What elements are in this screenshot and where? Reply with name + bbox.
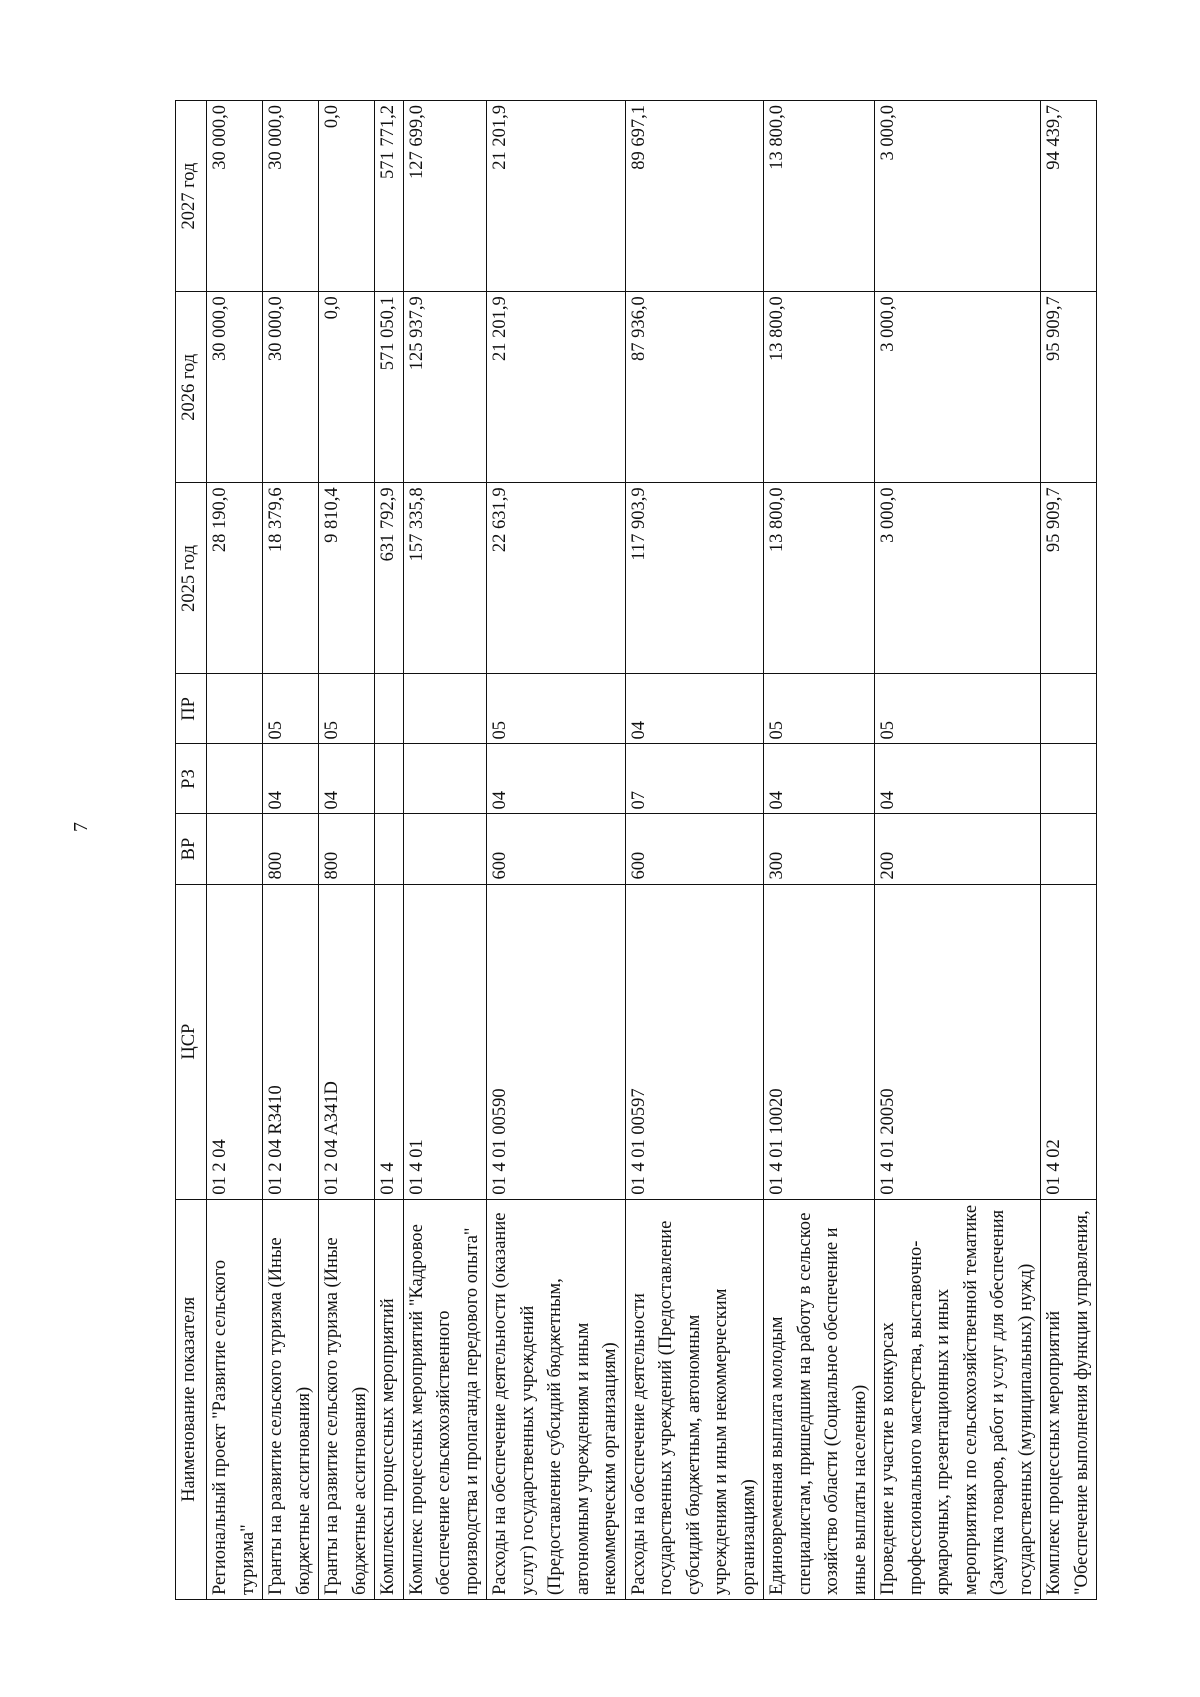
vr-code xyxy=(403,814,487,884)
pr-code: 05 xyxy=(764,674,875,744)
indicator-name: Расходы на обеспечение деятельности государственных учреждений (Предоставление субсидий бюджетным, автономным учреждениям и иным некоммерческим организациям) xyxy=(625,1199,764,1599)
pr-code xyxy=(375,674,404,744)
rz-code: 07 xyxy=(625,744,764,814)
csr-code: 01 4 01 00590 xyxy=(487,884,626,1199)
value-2026: 3 000,0 xyxy=(875,292,1041,483)
pr-code: 05 xyxy=(319,674,375,744)
rz-code: 04 xyxy=(319,744,375,814)
vr-code: 600 xyxy=(487,814,626,884)
vr-code: 300 xyxy=(764,814,875,884)
indicator-name: Комплексы процессных мероприятий xyxy=(375,1199,404,1599)
value-2025: 117 903,9 xyxy=(625,483,764,674)
value-2027: 21 201,9 xyxy=(487,101,626,292)
budget-table xyxy=(175,100,1097,1600)
rz-code: 04 xyxy=(487,744,626,814)
indicator-name: Гранты на развитие сельского туризма (Иные бюджетные ассигнования) xyxy=(263,1199,319,1599)
value-2027: 0,0 xyxy=(319,101,375,292)
value-2026: 0,0 xyxy=(319,292,375,483)
csr-code: 01 4 01 20050 xyxy=(875,884,1041,1199)
table-row xyxy=(319,101,375,1600)
rz-code xyxy=(375,744,404,814)
indicator-name: Комплекс процессных мероприятий "Кадровое обеспечение сельскохозяйственного производства и пропаганда передового опыта" xyxy=(403,1199,487,1599)
pr-code: 05 xyxy=(875,674,1041,744)
table-row xyxy=(487,101,626,1600)
header-name: Наименование показателя xyxy=(176,1199,207,1599)
value-2027: 30 000,0 xyxy=(207,101,263,292)
vr-code xyxy=(207,814,263,884)
value-2027: 127 699,0 xyxy=(403,101,487,292)
table-row xyxy=(263,101,319,1600)
value-2025: 18 379,6 xyxy=(263,483,319,674)
csr-code: 01 2 04 A341D xyxy=(319,884,375,1199)
table-row xyxy=(875,101,1041,1600)
header-pr: ПР xyxy=(176,674,207,744)
csr-code: 01 4 01 00597 xyxy=(625,884,764,1199)
pr-code: 04 xyxy=(625,674,764,744)
rz-code: 04 xyxy=(875,744,1041,814)
indicator-name: Комплекс процессных мероприятий "Обеспечение выполнения функции управления, xyxy=(1041,1199,1097,1599)
value-2027: 571 771,2 xyxy=(375,101,404,292)
value-2025: 28 190,0 xyxy=(207,483,263,674)
indicator-name: Расходы на обеспечение деятельности (оказание услуг) государственных учреждений (Предоставление субсидий бюджетным, автономным учреждениям и иным некоммерческим организациям) xyxy=(487,1199,626,1599)
table-row xyxy=(625,101,764,1600)
rz-code xyxy=(207,744,263,814)
vr-code: 800 xyxy=(319,814,375,884)
budget-table-frame xyxy=(175,100,1110,1600)
value-2027: 94 439,7 xyxy=(1041,101,1097,292)
csr-code: 01 4 xyxy=(375,884,404,1199)
indicator-name: Региональный проект "Развитие сельского туризма" xyxy=(207,1199,263,1599)
rz-code: 04 xyxy=(764,744,875,814)
header-2026: 2026 год xyxy=(176,292,207,483)
value-2025: 3 000,0 xyxy=(875,483,1041,674)
value-2027: 89 697,1 xyxy=(625,101,764,292)
table-row xyxy=(375,101,404,1600)
header-csr: ЦСР xyxy=(176,884,207,1199)
pr-code: 05 xyxy=(263,674,319,744)
csr-code: 01 4 01 10020 xyxy=(764,884,875,1199)
indicator-name: Единовременная выплата молодым специалистам, пришедшим на работу в сельское хозяйство области (Социальное обеспечение и иные выплаты населению) xyxy=(764,1199,875,1599)
rz-code: 04 xyxy=(263,744,319,814)
header-rz: РЗ xyxy=(176,744,207,814)
csr-code: 01 4 02 xyxy=(1041,884,1097,1199)
pr-code xyxy=(207,674,263,744)
value-2026: 13 800,0 xyxy=(764,292,875,483)
value-2025: 157 335,8 xyxy=(403,483,487,674)
value-2025: 95 909,7 xyxy=(1041,483,1097,674)
header-2027: 2027 год xyxy=(176,101,207,292)
vr-code: 600 xyxy=(625,814,764,884)
vr-code: 200 xyxy=(875,814,1041,884)
table-row xyxy=(207,101,263,1600)
csr-code: 01 4 01 xyxy=(403,884,487,1199)
pr-code xyxy=(403,674,487,744)
value-2025: 13 800,0 xyxy=(764,483,875,674)
value-2026: 30 000,0 xyxy=(263,292,319,483)
value-2027: 3 000,0 xyxy=(875,101,1041,292)
header-vr: ВР xyxy=(176,814,207,884)
table-row xyxy=(1041,101,1097,1600)
csr-code: 01 2 04 R3410 xyxy=(263,884,319,1199)
pr-code: 05 xyxy=(487,674,626,744)
value-2027: 13 800,0 xyxy=(764,101,875,292)
page-number: 7 xyxy=(70,822,92,832)
value-2026: 95 909,7 xyxy=(1041,292,1097,483)
value-2025: 9 810,4 xyxy=(319,483,375,674)
value-2026: 125 937,9 xyxy=(403,292,487,483)
indicator-name: Проведение и участие в конкурсах профессионального мастерства, выставочно-ярмарочных, презентационных и иных мероприятиях по сельскохозяйственной тематике (Закупка товаров, работ и услуг для обеспечения государственных (муниципальных) нужд) xyxy=(875,1199,1041,1599)
rz-code xyxy=(1041,744,1097,814)
value-2026: 571 050,1 xyxy=(375,292,404,483)
value-2026: 87 936,0 xyxy=(625,292,764,483)
header-2025: 2025 год xyxy=(176,483,207,674)
value-2025: 631 792,9 xyxy=(375,483,404,674)
vr-code xyxy=(375,814,404,884)
vr-code: 800 xyxy=(263,814,319,884)
vr-code xyxy=(1041,814,1097,884)
table-row xyxy=(764,101,875,1600)
value-2026: 30 000,0 xyxy=(207,292,263,483)
value-2026: 21 201,9 xyxy=(487,292,626,483)
rz-code xyxy=(403,744,487,814)
csr-code: 01 2 04 xyxy=(207,884,263,1199)
value-2027: 30 000,0 xyxy=(263,101,319,292)
indicator-name: Гранты на развитие сельского туризма (Иные бюджетные ассигнования) xyxy=(319,1199,375,1599)
pr-code xyxy=(1041,674,1097,744)
table-header-row xyxy=(176,101,207,1600)
value-2025: 22 631,9 xyxy=(487,483,626,674)
table-row xyxy=(403,101,487,1600)
